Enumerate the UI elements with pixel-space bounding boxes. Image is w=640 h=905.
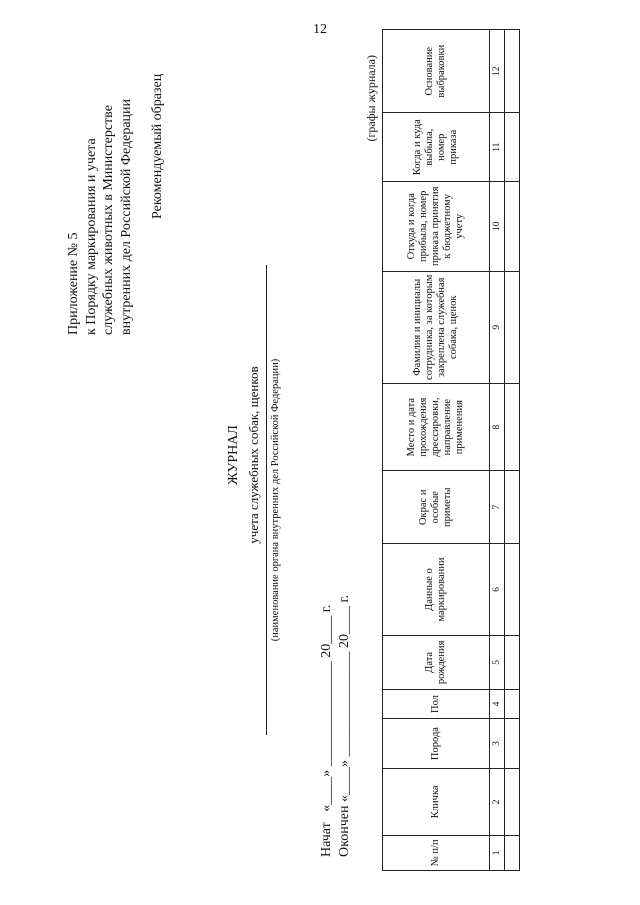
column-header: Окрас и особые приметы <box>383 471 490 544</box>
column-header: Порода <box>383 719 490 769</box>
column-number: 6 <box>490 544 505 636</box>
column-number: 12 <box>490 30 505 113</box>
journal-table <box>382 29 520 871</box>
table-cell <box>505 835 520 870</box>
column-number: 3 <box>490 719 505 769</box>
table-cell <box>505 113 520 182</box>
column-number: 2 <box>490 769 505 836</box>
column-header: Когда и куда выбыла, номер приказа <box>383 113 490 182</box>
column-number: 5 <box>490 635 505 689</box>
column-number: 7 <box>490 471 505 544</box>
page-number: 12 <box>313 22 327 37</box>
column-number: 4 <box>490 689 505 718</box>
column-header: Фамилия и инициалы сотрудника, за которым закреплена служебная собака, щенок <box>383 271 490 383</box>
column-number-row <box>490 30 505 871</box>
column-number: 1 <box>490 835 505 870</box>
column-header: Откуда и когда прибыла, номер приказа принятия к бюджетному учету <box>383 182 490 272</box>
columns-note: (графы журнала) <box>364 55 378 142</box>
column-header: Пол <box>383 689 490 718</box>
table-row <box>505 30 520 871</box>
journal-subtitle: учета служебных собак, щенков <box>246 366 261 544</box>
column-header: № п/п <box>383 835 490 870</box>
org-name-caption: (наименование органа внутренних дел Российской Федерации) <box>270 358 281 642</box>
table-cell <box>505 182 520 272</box>
table-cell <box>505 689 520 718</box>
column-header: Основание выбраковки <box>383 30 490 113</box>
appendix-line: к Порядку маркирования и учета <box>83 138 99 335</box>
table-cell <box>505 635 520 689</box>
column-header: Кличка <box>383 769 490 836</box>
started-line: Начат «____» _______________ 20____ г. <box>319 604 334 857</box>
org-name-line <box>266 265 267 735</box>
column-number: 11 <box>490 113 505 182</box>
table-cell <box>505 383 520 470</box>
table-cell <box>505 544 520 636</box>
header-row <box>383 30 490 871</box>
table-cell <box>505 271 520 383</box>
appendix-line: Приложение № 5 <box>66 232 81 335</box>
column-header: Данные о маркировании <box>383 544 490 636</box>
sample-label: Рекомендуемый образец <box>150 73 165 219</box>
appendix-block <box>65 15 135 335</box>
table-cell <box>505 471 520 544</box>
journal-title: ЖУРНАЛ <box>226 425 241 485</box>
column-header: Дата рождения <box>383 635 490 689</box>
ended-line: Окончен «____» _______________ 20____ г. <box>337 594 352 857</box>
appendix-line: служебных животных в Министерстве <box>101 105 116 335</box>
journal-dates <box>318 557 354 857</box>
table-cell <box>505 769 520 836</box>
column-number: 8 <box>490 383 505 470</box>
column-number: 9 <box>490 271 505 383</box>
table-cell <box>505 30 520 113</box>
column-number: 10 <box>490 182 505 272</box>
appendix-line: внутренних дел Российской Федерации <box>118 98 134 335</box>
column-header: Место и дата прохождения дрессировки, направление применения <box>383 383 490 470</box>
table-cell <box>505 719 520 769</box>
